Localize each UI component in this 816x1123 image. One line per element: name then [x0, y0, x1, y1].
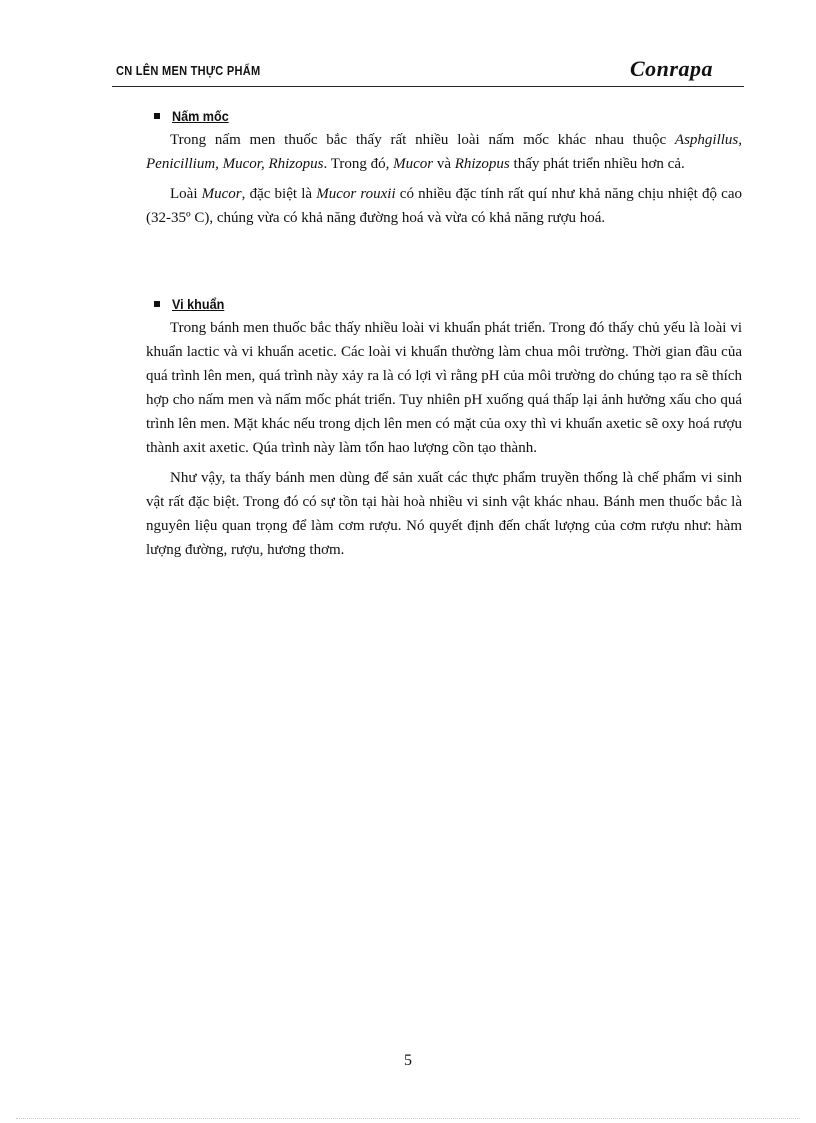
bullet-icon: [154, 113, 160, 119]
section-heading-text: Vi khuẩn: [172, 296, 225, 312]
header-rule: [112, 86, 744, 87]
section-heading: [146, 104, 742, 128]
section-nam-moc: [146, 104, 742, 230]
bullet-icon: [154, 301, 160, 307]
header-title: CN LÊN MEN THỰC PHẨM: [116, 63, 261, 78]
paragraph: Loài Mucor, đặc biệt là Mucor rouxii có nhiều đặc tính rất quí như khả năng chịu nhiệt độ cao (32-35º C), chúng vừa có khả năng đường hoá và vừa có khả năng rượu hoá.: [146, 186, 742, 226]
paragraph: Như vậy, ta thấy bánh men dùng để sản xuất các thực phẩm truyền thống là chế phẩm vi sinh vật rất đặc biệt. Trong đó có sự tồn tại hài hoà nhiều vi sinh vật khác nhau. Bánh men thuốc bắc là nguyên liệu quan trọng để làm cơm rượu. Nó quyết định đến chất lượng của cơm rượu như: hàm lượng đường, rượu, hương thơm.: [146, 470, 742, 558]
bottom-dotted-rule: [16, 1118, 800, 1119]
header-signature: Conrapa: [630, 56, 713, 81]
paragraph: Trong bánh men thuốc bắc thấy nhiều loài vi khuẩn phát triển. Trong đó thấy chủ yếu là loài vi khuẩn lactic và vi khuẩn acetic. Các loài vi khuẩn thường làm chua môi trường. Thời gian đầu của quá trình lên men, quá trình này xảy ra là có lợi vì rằng pH của môi trường do chúng tạo ra sẽ thích hợp cho nấm men và nấm mốc phát triển. Tuy nhiên pH xuống quá thấp lại ảnh hưởng xấu cho quá trình lên men. Mặt khác nếu trong dịch lên men có mặt của oxy thì vi khuẩn axetic sẽ oxy hoá rượu thành axit axetic. Qúa trình này làm tổn hao lượng cồn tạo thành.: [146, 320, 742, 456]
section-vi-khuan: [146, 292, 742, 562]
section-heading-text: Nấm mốc: [172, 108, 229, 124]
paragraph: Trong nấm men thuốc bắc thấy rất nhiều loài nấm mốc khác nhau thuộc Asphgillus, Penicillium, Mucor, Rhizopus. Trong đó, Mucor và Rhizopus thấy phát triển nhiều hơn cả.: [146, 132, 742, 172]
page-number: 5: [404, 1052, 412, 1069]
section-heading: [146, 292, 742, 316]
